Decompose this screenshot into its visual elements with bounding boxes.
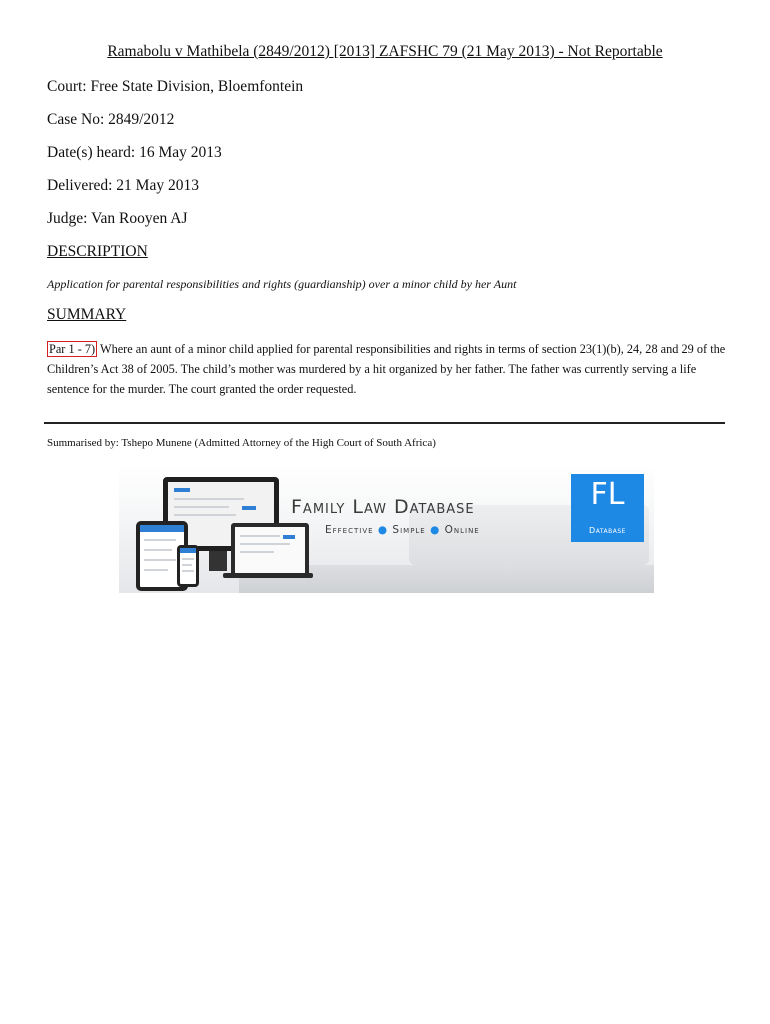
laptop-screen-line: [240, 543, 290, 545]
tablet-screen-line: [144, 559, 176, 561]
delivered-line: Delivered: 21 May 2013: [47, 177, 199, 194]
monitor-screen-line: [174, 514, 236, 516]
monitor-stand: [209, 551, 227, 571]
horizontal-divider: [44, 422, 725, 424]
description-heading: DESCRIPTION: [47, 243, 148, 260]
laptop-screen-button: [283, 535, 295, 539]
summary-text: Where an aunt of a minor child applied for parental responsibilities and rights in terms of section 23(1)(b), 24, 28 and 29 of the Children’s Act 38 of 2005. The child’s mother was murdered by a hit organized by her father. The father was currently serving a life sentence for the murder. The court granted the order requested.: [47, 342, 726, 396]
fl-database-logo: [571, 474, 644, 542]
summary-heading: SUMMARY: [47, 306, 127, 323]
tablet-screen-line: [144, 569, 168, 571]
summarised-by-note: Summarised by: Tshepo Munene (Admitted Attorney of the High Court of South Africa): [47, 437, 436, 449]
paragraph-reference-highlight: Par 1 - 7): [49, 342, 96, 356]
phone-screen-bar: [180, 548, 196, 553]
tablet-screen-line: [144, 539, 176, 541]
dates-heard-line: Date(s) heard: 16 May 2013: [47, 144, 222, 161]
tablet-screen-bar: [140, 525, 184, 532]
monitor-screen-bar: [174, 488, 190, 492]
document-title: Ramabolu v Mathibela (2849/2012) [2013] ZAFSHC 79 (21 May 2013) - Not Reportable: [107, 43, 663, 60]
brand-name: Family Law Database: [291, 496, 475, 518]
tagline-word: Effective: [325, 524, 374, 536]
logo-mark: FL: [590, 477, 625, 512]
brand-tagline: [325, 524, 480, 536]
bullet-dot-icon: ●: [377, 524, 389, 536]
logo-text: Database: [589, 526, 626, 535]
tablet-screen-line: [144, 549, 172, 551]
case-number-line: Case No: 2849/2012: [47, 111, 175, 128]
summary-paragraph: [47, 339, 731, 399]
description-text: Application for parental responsibilities and rights (guardianship) over a minor child by her Aunt: [47, 277, 517, 291]
family-law-database-banner: [119, 465, 654, 593]
phone-screen-line: [182, 558, 194, 560]
tagline-word: Simple: [392, 524, 426, 536]
laptop-screen-line: [240, 535, 280, 537]
monitor-screen-line: [174, 506, 229, 508]
laptop-screen-line: [240, 551, 274, 553]
phone-screen-line: [182, 564, 192, 566]
laptop-base: [223, 573, 313, 578]
monitor-screen-button: [242, 506, 256, 510]
phone-screen-line: [182, 570, 194, 572]
tagline-word: Online: [444, 524, 480, 536]
judge-line: Judge: Van Rooyen AJ: [47, 210, 188, 227]
court-line: Court: Free State Division, Bloemfontein: [47, 78, 304, 95]
monitor-screen-line: [174, 498, 244, 500]
bullet-dot-icon: ●: [430, 524, 441, 536]
smartphone-image: [177, 545, 199, 587]
laptop-image: [231, 523, 309, 577]
